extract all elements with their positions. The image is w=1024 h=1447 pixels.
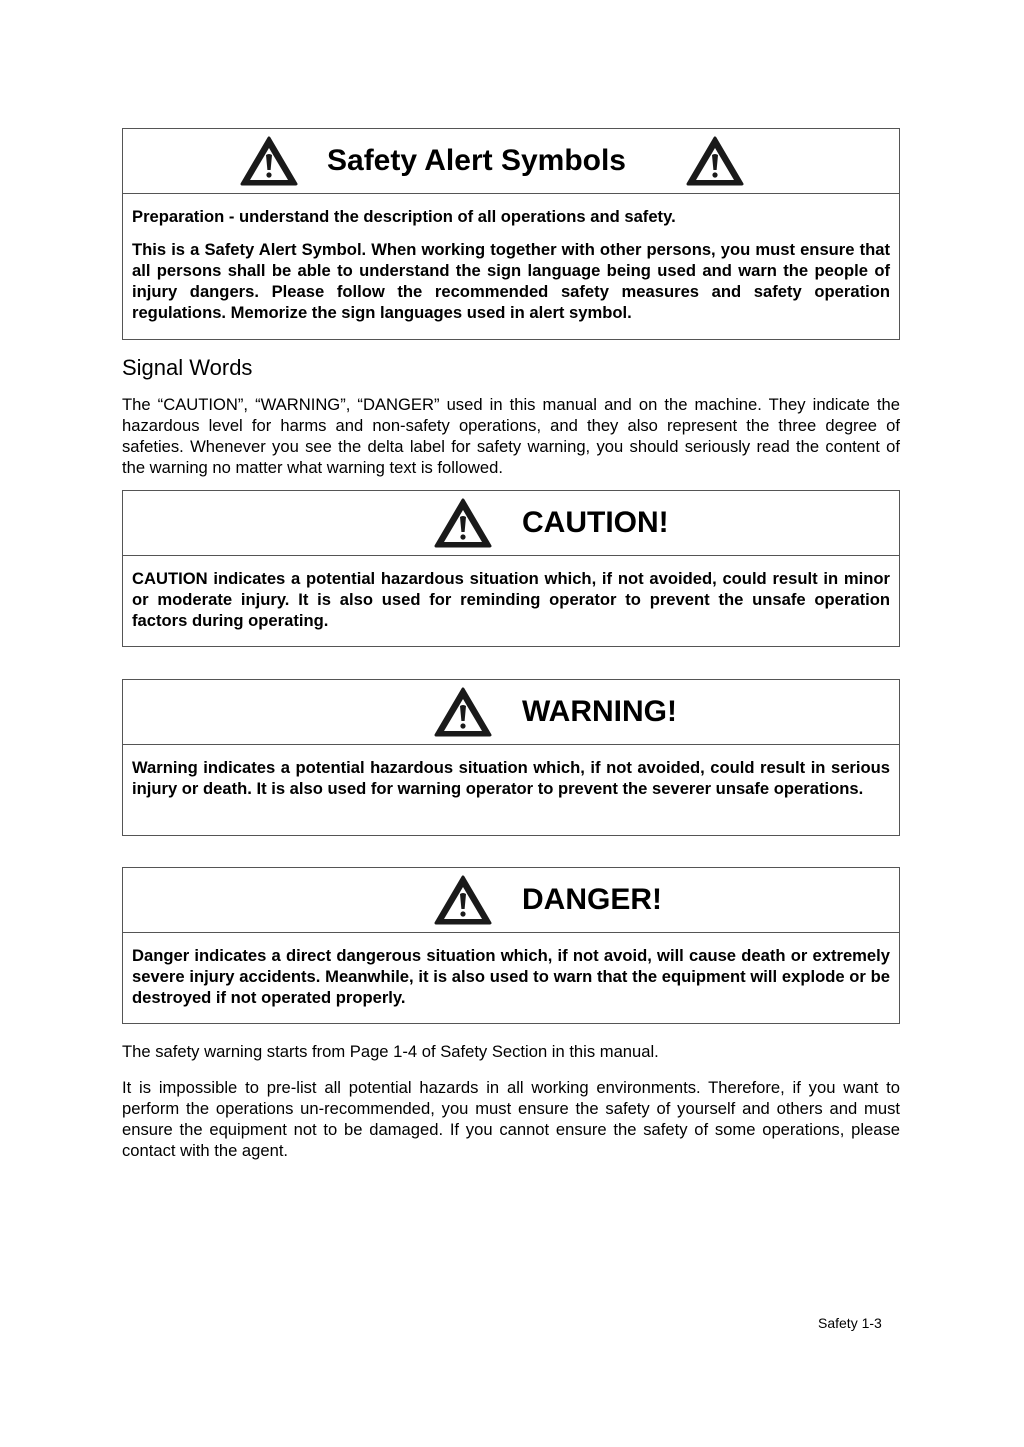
danger-box — [122, 867, 900, 1024]
caution-body — [123, 556, 899, 631]
danger-title: DANGER! — [522, 883, 662, 916]
safety-alert-header — [123, 129, 899, 194]
safety-alert-box — [122, 128, 900, 340]
safety-alert-title: Safety Alert Symbols — [327, 144, 626, 177]
signal-words-heading: Signal Words — [122, 355, 253, 380]
danger-header — [123, 868, 899, 933]
alert-symbol-text: This is a Safety Alert Symbol. When working together with other persons, you must ensure that all persons shall be able to understand the sign language being used and warn the people of injury dangers. Please follow the recommended safety measures and safety operation regulations. Memorize the sign languages used in alert symbol. — [132, 240, 890, 322]
warning-triangle-icon — [686, 136, 744, 186]
warning-box — [122, 679, 900, 836]
safety-start-note: The safety warning starts from Page 1-4 of Safety Section in this manual. — [122, 1042, 659, 1061]
caution-header — [123, 491, 899, 556]
caution-box — [122, 490, 900, 647]
caution-text: CAUTION indicates a potential hazardous situation which, if not avoided, could result in minor or moderate injury. It is also used for reminding operator to prevent the unsafe operation factors during operating. — [132, 569, 890, 630]
warning-title: WARNING! — [522, 695, 677, 728]
warning-triangle-icon — [240, 136, 298, 186]
signal-words-intro: The “CAUTION”, “WARNING”, “DANGER” used in this manual and on the machine. They indicate the hazardous level for harms and non-safety operations, and they also represent the three degree of safeties. Whenever you see the delta label for safety warning, you should seriously read the content of the warning no matter what warning text is followed. — [122, 395, 900, 477]
warning-header — [123, 680, 899, 745]
warning-text: Warning indicates a potential hazardous situation which, if not avoided, could result in serious injury or death. It is also used for warning operator to prevent the severer unsafe operations. — [132, 758, 890, 798]
warning-triangle-icon — [434, 498, 492, 548]
safety-alert-body — [123, 194, 899, 323]
danger-body — [123, 933, 899, 1008]
warning-triangle-icon — [434, 687, 492, 737]
warning-body — [123, 745, 899, 799]
hazard-note: It is impossible to pre-list all potential hazards in all working environments. Therefore, if you want to perform the operations un-recommended, you must ensure the safety of yourself and others and must ensure the equipment not to be damaged. If you cannot ensure the safety of some operations, please contact with the agent. — [122, 1078, 900, 1160]
page-number: Safety 1-3 — [818, 1315, 882, 1331]
caution-title: CAUTION! — [522, 506, 669, 539]
warning-triangle-icon — [434, 875, 492, 925]
preparation-text: Preparation - understand the description of all operations and safety. — [132, 207, 676, 226]
danger-text: Danger indicates a direct dangerous situation which, if not avoid, will cause death or extremely severe injury accidents. Meanwhile, it is also used to warn that the equipment will explode or be destroyed if not operated properly. — [132, 946, 890, 1007]
